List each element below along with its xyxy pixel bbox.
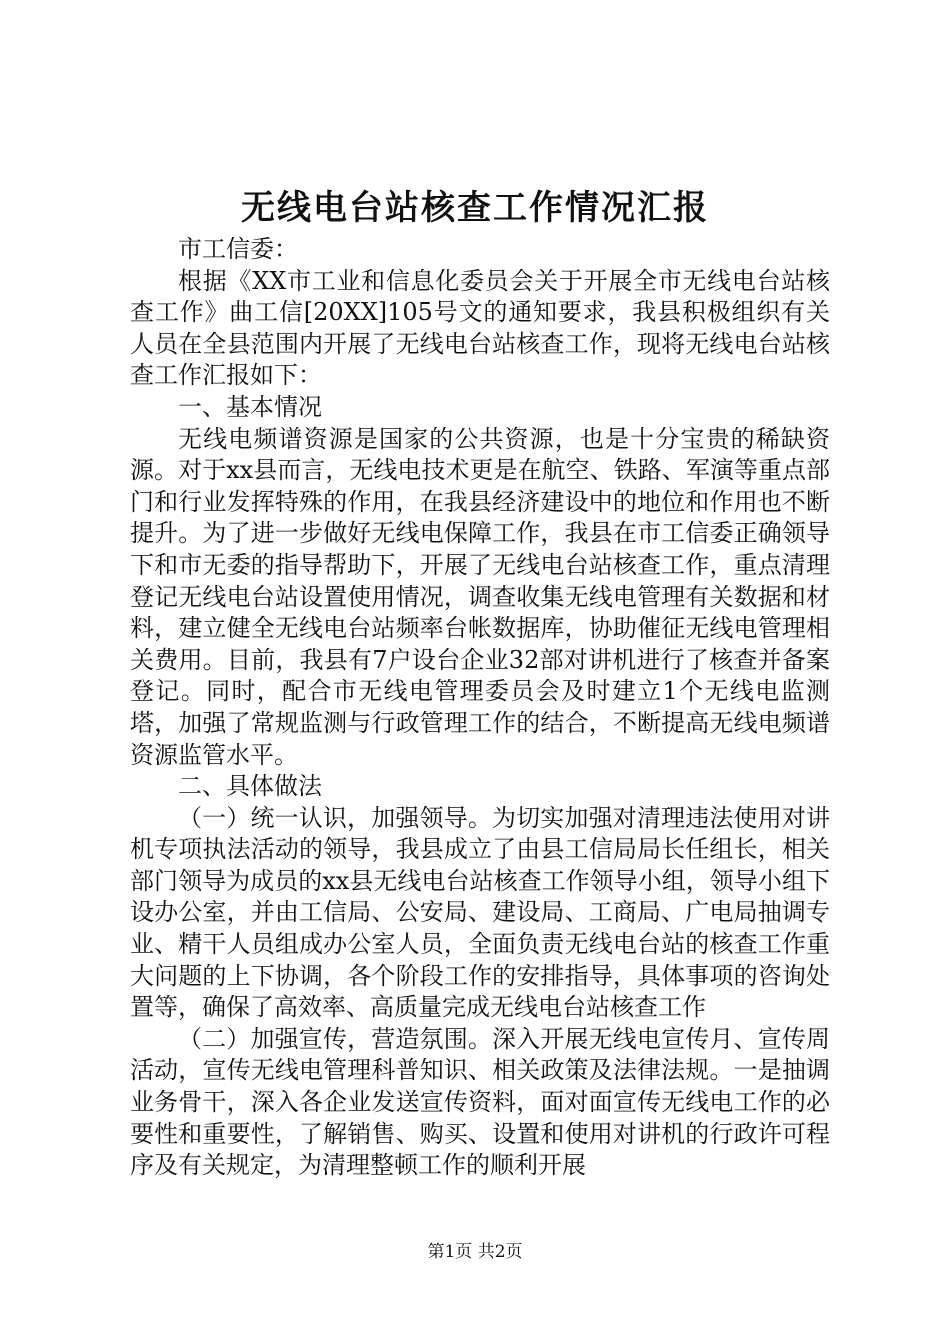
method-paragraph-2: （二）加强宣传，营造氛围。深入开展无线电宣传月、宣传周活动，宣传无线电管理科普知识、相关政策及法律法规。一是抽调业务骨干，深入各企业发送宣传资料，面对面宣传无线电工作的必要性和重要性，了解销售、购买、设置和使用对讲机的行政许可程序及有关规定，为清理整顿工作的顺利开展 [130,1024,830,1180]
page-footer: 第1页 共2页 [427,1242,523,1262]
section-heading-methods: 二、具体做法 [178,772,322,801]
section-heading-basic: 一、基本情况 [178,392,322,421]
intro-paragraph: 根据《XX市工业和信息化委员会关于开展全市无线电台站核查工作》曲工信[20XX]105号文的通知要求，我县积极组织有关人员在全县范围内开展了无线电台站核查工作，现将无线电台站核查工作汇报如下： [130,266,830,390]
document-title: 无线电台站核查工作情况汇报 [241,188,709,228]
basic-situation-paragraph: 无线电频谱资源是国家的公共资源，也是十分宝贵的稀缺资源。对于xx县而言，无线电技术更是在航空、铁路、军演等重点部门和行业发挥特殊的作用，在我县经济建设中的地位和作用也不断提升。为了进一步做好无线电保障工作，我县在市工信委正确领导下和市无委的指导帮助下，开展了无线电台站核查工作，重点清理登记无线电台站设置使用情况，调查收集无线电管理有关数据和材料，建立健全无线电台站频率台帐数据库，协助催征无线电管理相关费用。目前，我县有7户设台企业32部对讲机进行了核查并备案登记。同时，配合市无线电管理委员会及时建立1个无线电监测塔，加强了常规监测与行政管理工作的结合，不断提高无线电频谱资源监管水平。 [130,424,830,769]
method-paragraph-1: （一）统一认识，加强领导。为切实加强对清理违法使用对讲机专项执法活动的领导，我县成立了由县工信局局长任组长，相关部门领导为成员的xx县无线电台站核查工作领导小组，领导小组下设办公室，并由工信局、公安局、建设局、工商局、广电局抽调专业、精干人员组成办公室人员，全面负责无线电台站的核查工作重大问题的上下协调，各个阶段工作的安排指导，具体事项的咨询处置等，确保了高效率、高质量完成无线电台站核查工作 [130,803,830,1022]
document-body [130,234,830,1182]
salutation: 市工信委： [178,235,298,263]
